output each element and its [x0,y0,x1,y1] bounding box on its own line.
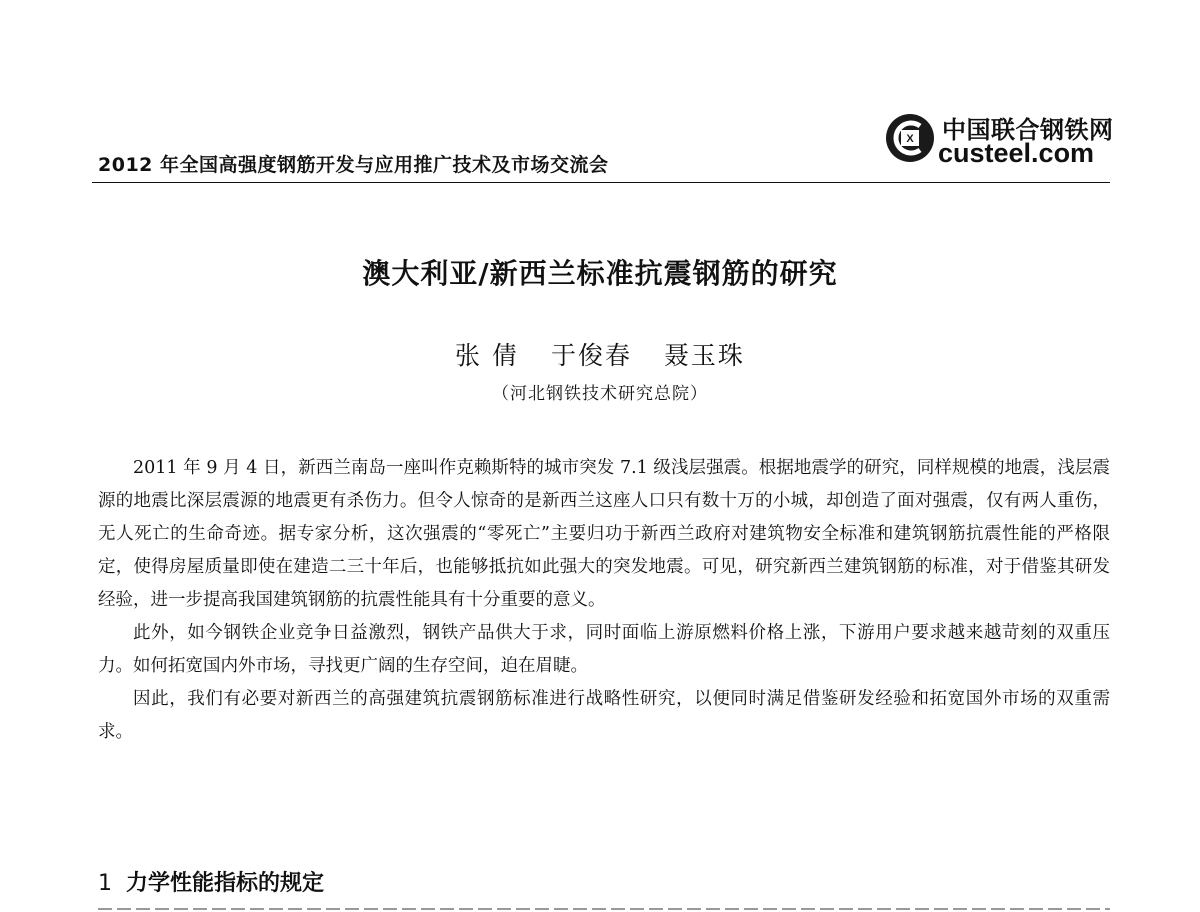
header-divider [92,182,1110,183]
logo-domain: custeel.com [938,138,1095,168]
author-list [0,336,1200,372]
body-paragraph: 因此，我们有必要对新西兰的高强建筑抗震钢筋标准进行战略性研究，以便同时满足借鉴研发经验和拓宽国外市场的双重需求。 [98,689,1110,742]
section-title: 力学性能指标的规定 [126,871,325,896]
body-paragraph: 2011 年 9 月 4 日，新西兰南岛一座叫作克赖斯特的城市突发 7.1 级浅层强震。根据地震学的研究，同样规模的地震，浅层震源的地震比深层震源的地震更有杀伤力。但令人惊奇的是新西兰这座人口只有数十万的小城，却创造了面对强震，仅有两人重伤，无人死亡的生命奇迹。据专家分析，这次强震的“零死亡”主要归功于新西兰政府对建筑物安全标准和建筑钢筋抗震性能的严格限定，使得房屋质量即使在建造二三十年后，也能够抵抗如此强大的突发地震。可见，研究新西兰建筑钢筋的标准，对于借鉴其研发经验，进一步提高我国建筑钢筋的抗震性能具有十分重要的意义。 [98,458,1110,610]
custeel-logo[interactable] [884,106,1114,176]
logo-chinese-name: 中国联合钢铁网 [942,116,1114,144]
body-paragraph: 此外，如今钢铁企业竞争日益激烈，钢铁产品供大于求，同时面临上游原燃料价格上涨，下游用户要求越来越苛刻的双重压力。如何拓宽国内外市场，寻找更广阔的生存空间，迫在眉睫。 [98,623,1110,676]
section-number: 1 [98,871,112,896]
truncated-text-line [98,902,1110,912]
paper-title: 澳大利亚/新西兰标准抗震钢筋的研究 [362,257,838,290]
author-name: 于俊春 [550,341,632,370]
author-name: 聂玉珠 [663,341,745,370]
section-heading [98,866,324,897]
custeel-emblem-icon [884,112,936,164]
svg-text:X: X [906,133,914,145]
author-affiliation: （河北钢铁技术研究总院） [492,384,708,404]
conference-title: 2012 年全国高强度钢筋开发与应用推广技术及市场交流会 [98,154,609,176]
article-body [98,452,1110,749]
author-name: 张 倩 [455,341,519,370]
